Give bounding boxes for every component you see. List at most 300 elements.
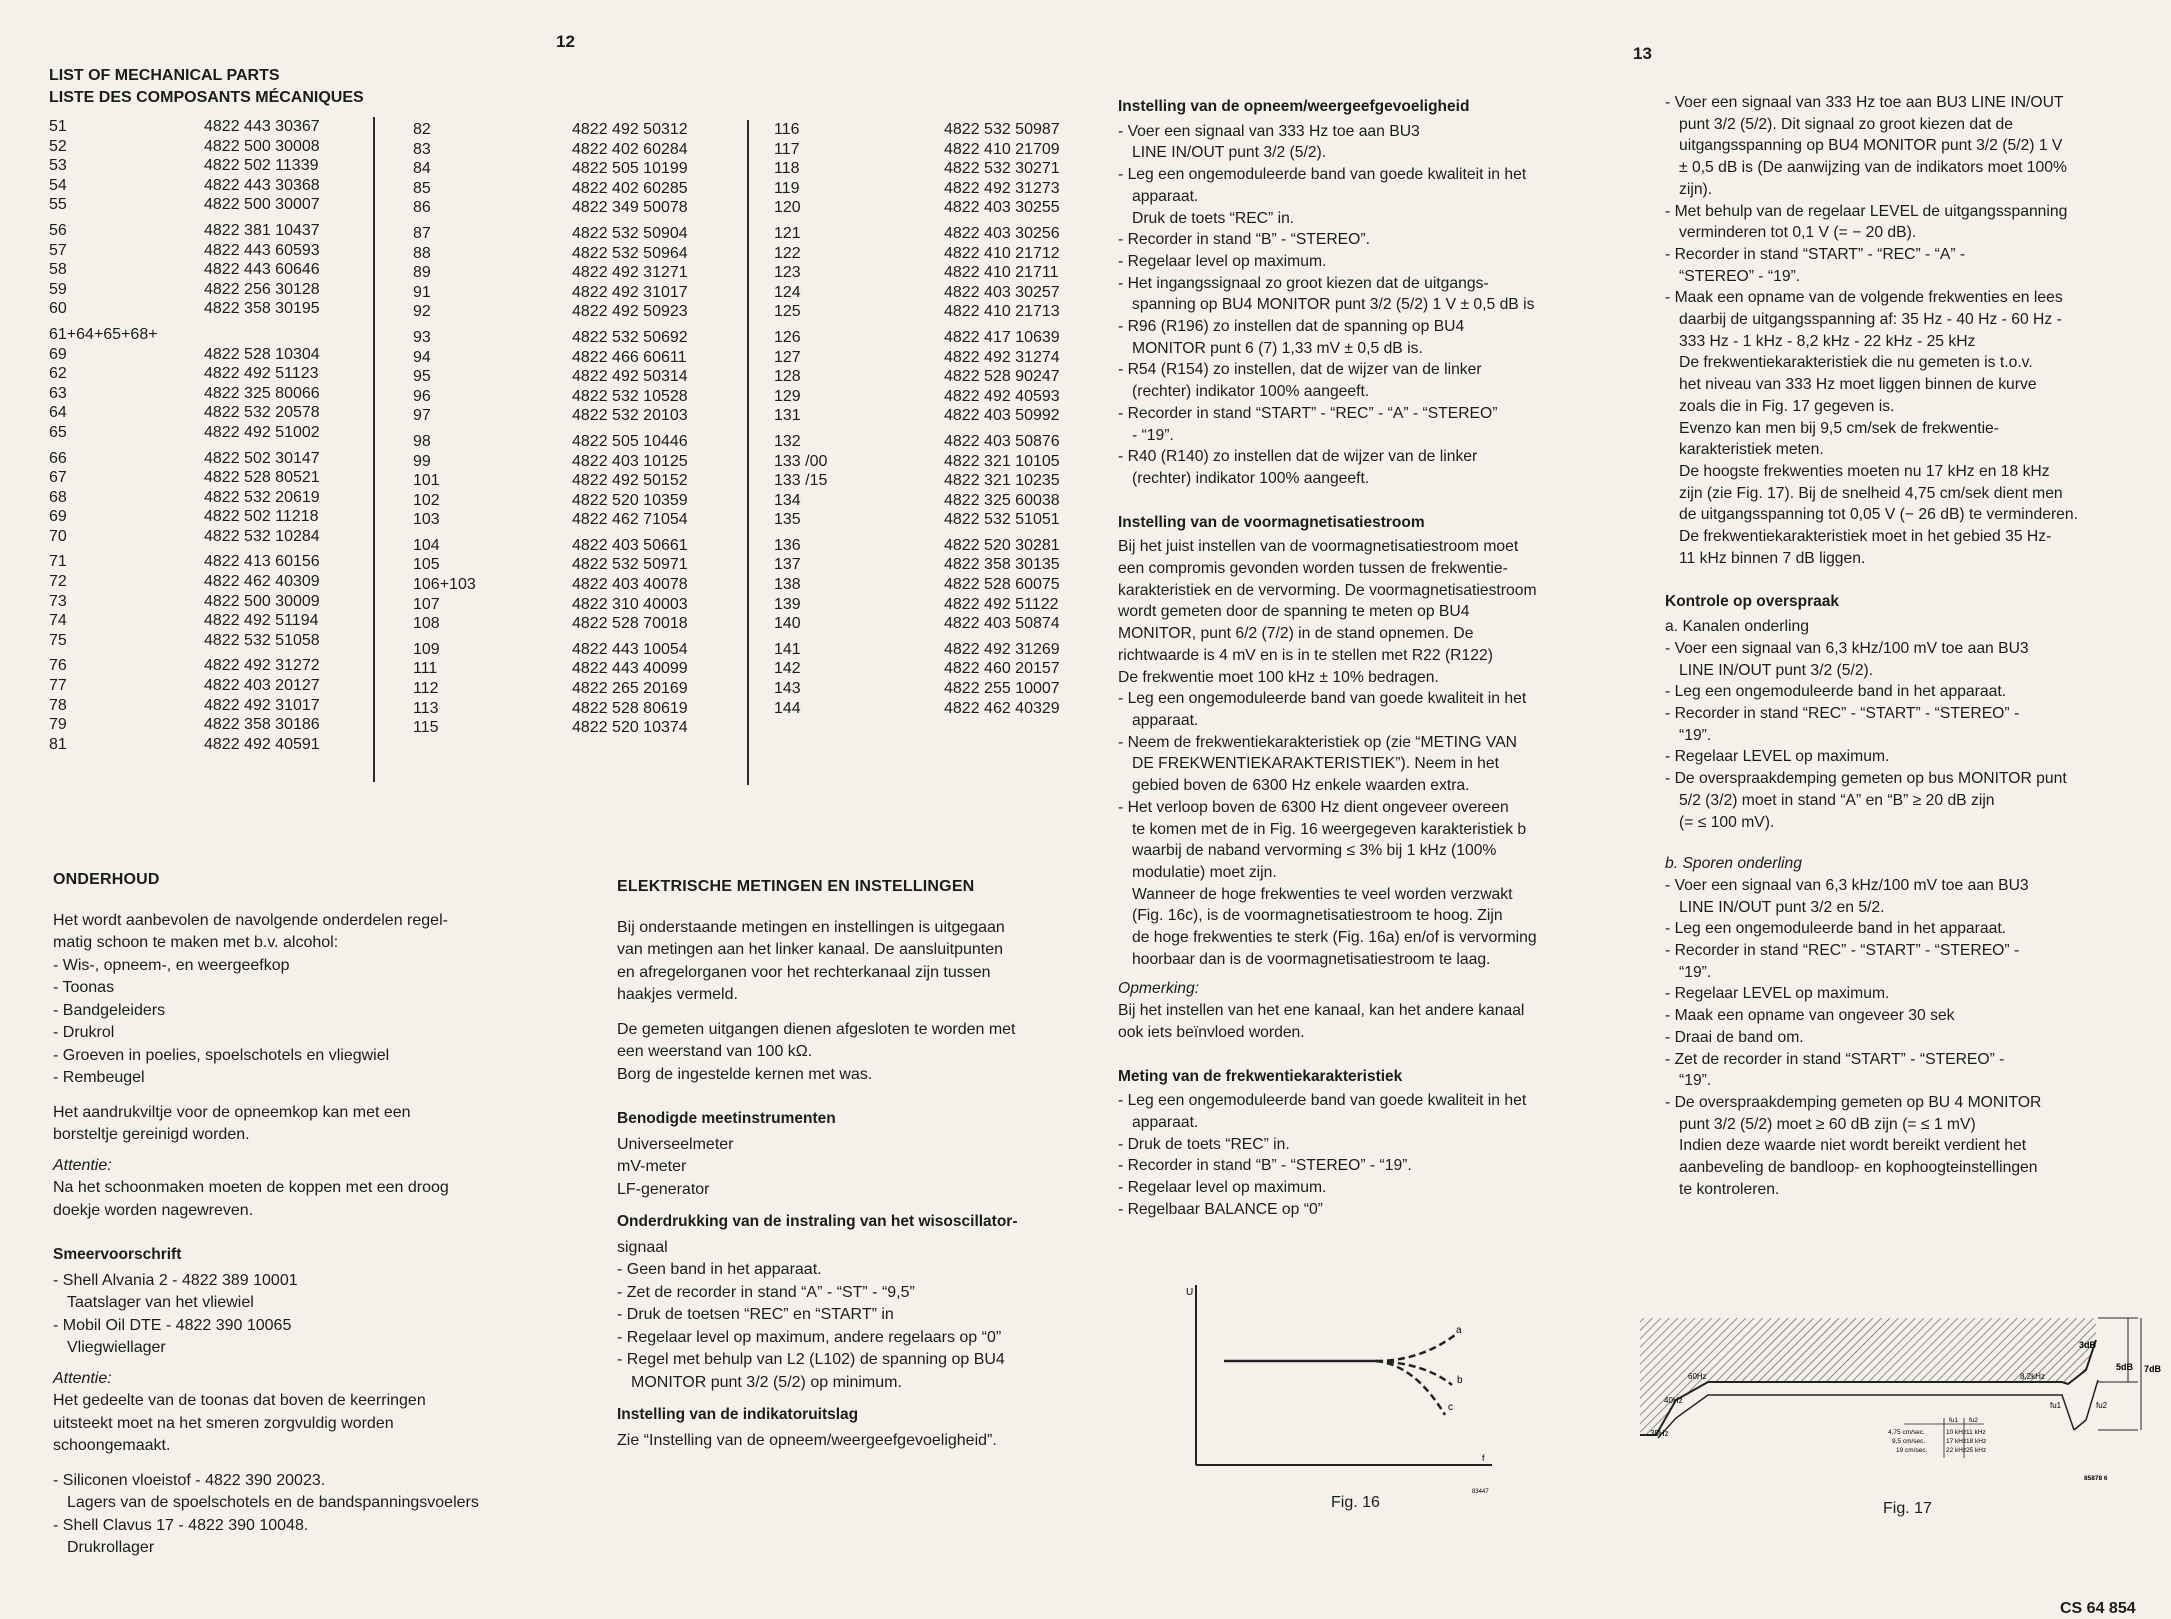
list-item: - Drukrol [53,1024,115,1041]
text-line: De frekwentiekarakteristiek die nu gemeten is t.o.v. [1679,354,2033,372]
part-code: 4822 403 50661 [572,536,688,554]
parts-row [774,699,1114,719]
parts-row [414,718,754,738]
part-position: 122 [774,244,801,262]
text-line: Lagers van de spoelschotels en de bandspanningsvoelers [67,1494,479,1511]
part-code: 4822 256 30128 [204,280,320,298]
text-line: schoongemaakt. [53,1437,171,1454]
text-line: en afregelorganen voor het rechterkanaal zijn tussen [617,963,991,981]
part-code: 4822 358 30135 [944,556,1060,574]
part-code: 4822 492 40593 [944,387,1060,405]
parts-row [414,614,754,634]
part-code: 4822 492 51002 [204,423,320,441]
parts-row [49,552,369,572]
part-position: 61+64+65+68+ [49,325,158,343]
text-line: ook iets beïnvloed worden. [1118,1023,1305,1041]
part-code: 4822 460 20157 [944,660,1060,678]
list-item: - Recorder in stand “START” - “REC” - “A” - [1665,245,1966,263]
part-code: 4822 325 60038 [944,491,1060,509]
part-position: 93 [413,328,431,346]
list-item: - Het ingangssignaal zo groot kiezen dat de uitgangs- [1118,274,1489,292]
text-line: Evenzo kan men bij 9,5 cm/sek de frekwentie- [1679,419,2000,437]
parts-row [49,696,369,716]
parts-row [414,699,754,719]
fig16-graph [1180,1265,1540,1505]
parts-row [414,471,754,491]
list-item: - Zet de recorder in stand “A” - “ST” - “9,5” [617,1283,915,1301]
part-code: 4822 492 40591 [204,735,320,753]
parts-row [774,244,1114,264]
list-item: - Geen band in het apparaat. [617,1261,822,1278]
parts-row [414,387,754,407]
part-code: 4822 403 50992 [944,407,1060,425]
part-code: 4822 321 10235 [944,472,1060,490]
part-position: 140 [774,615,801,633]
parts-row [774,659,1114,679]
part-code: 4822 413 60156 [204,553,320,571]
parts-row [49,176,369,196]
part-code: 4822 321 10105 [944,452,1060,470]
part-code: 4822 402 60284 [572,140,688,158]
svg-text:22 kHz: 22 kHz [1946,1447,1967,1454]
part-code: 4822 443 60593 [204,241,320,259]
text-line: Na het schoonmaken moeten de koppen met een droog [53,1179,449,1196]
fig16-code: 83447 [1472,1489,1489,1495]
text-line: De frekwentiekarakteristiek moet in het gebied 35 Hz- [1679,528,2052,546]
parts-row [49,676,369,696]
part-code: 4822 528 70018 [572,615,688,633]
text-line: De hoogste frekwenties moeten nu 17 kHz en 18 kHz [1679,462,2050,480]
text-line: wordt gemeten door de spanning te meten op BU4 [1118,603,1470,621]
text-line: spanning op BU4 MONITOR punt 3/2 (5/2) 1 V ± 0,5 dB is [1132,296,1535,314]
subsection-heading: Benodigde meetinstrumenten [617,1110,836,1127]
parts-row [414,159,754,179]
text-line: 5/2 (3/2) moet in stand “A” en “B” ≥ 20 dB zijn [1679,791,1995,809]
part-position: 53 [49,157,67,175]
list-item: - Rembeugel [53,1069,145,1086]
text-line: verminderen tot 0,1 V (= − 20 dB). [1679,224,1917,242]
parts-row [414,555,754,575]
part-code: 4822 403 50876 [944,432,1060,450]
part-position: 132 [774,432,801,450]
part-code: 4822 466 60611 [572,348,687,366]
text-line: borsteltje gereinigd worden. [53,1126,250,1143]
note-heading: Attentie: [53,1156,112,1174]
maintenance-section [53,869,563,1560]
text-line: LINE IN/OUT punt 3/2 (5/2). [1132,144,1327,162]
text-line: daarbij de uitgangsspanning af: 35 Hz - 40 Hz - 60 Hz - [1679,311,2062,329]
list-item: - Maak een opname van ongeveer 30 sek [1665,1007,1955,1025]
parts-row [49,384,369,404]
part-code: 4822 532 20103 [572,407,688,425]
part-code: 4822 403 10125 [572,452,688,470]
text-line: signaal [617,1238,668,1256]
text-line: a. Kanalen onderling [1665,618,1809,636]
parts-row [774,328,1114,348]
text-line: mV-meter [617,1158,687,1175]
part-code: 4822 255 10007 [944,680,1060,698]
text-line: Het gedeelte van de toonas dat boven de keerringen [53,1392,426,1409]
parts-row [414,679,754,699]
text-line: matig schoon te maken met b.v. alcohol: [53,934,339,951]
parts-row [774,348,1114,368]
fig16-c-label: c [1448,1402,1453,1413]
fig17-35hz: 35Hz [1650,1429,1669,1438]
part-position: 94 [413,348,431,366]
fig16-curve-b [1376,1361,1452,1385]
part-code: 4822 528 90247 [944,368,1060,386]
part-code: 4822 532 51058 [204,631,320,649]
parts-row [774,159,1114,179]
list-item: - Siliconen vloeistof - 4822 390 20023. [53,1471,326,1489]
list-item: - Recorder in stand “B” - “STEREO”. [1118,231,1370,249]
svg-text:18 kHz: 18 kHz [1966,1438,1987,1445]
part-code: 4822 403 30256 [944,224,1060,242]
list-item: - Neem de frekwentiekarakteristiek op (zie “METING VAN [1118,733,1517,751]
subsection-heading: Instelling van de voormagnetisatiestroom [1118,513,1425,531]
note-heading: Opmerking: [1118,980,1200,998]
part-code: 4822 520 30281 [944,536,1060,554]
list-item: - Voer een signaal van 6,3 kHz/100 mV toe aan BU3 [1665,639,2029,657]
text-line: doekje worden nagewreven. [53,1201,254,1219]
list-item: - R54 (R154) zo instellen, dat de wijzer van de linker [1118,361,1482,379]
text-line: te kontroleren. [1679,1180,1780,1198]
part-position: 138 [774,576,801,594]
part-position: 135 [774,511,801,529]
part-position: 129 [774,387,801,405]
part-code: 4822 532 10284 [204,527,320,545]
parts-row [49,468,369,488]
part-position: 99 [413,452,431,470]
text-line: de hoge frekwenties te sterk (Fig. 16a) en/of is vervorming [1132,929,1537,947]
part-position: 71 [49,553,67,571]
parts-column-2 [414,120,754,738]
fig17-60hz: 60Hz [1688,1372,1707,1381]
parts-row [774,120,1114,140]
part-position: 72 [49,573,67,591]
parts-heading [49,65,364,109]
part-code: 4822 381 10437 [204,221,320,239]
part-code: 4822 502 30147 [204,449,320,467]
parts-row [414,224,754,244]
text-line: Bij onderstaande metingen en instellingen is uitgegaan [617,918,1005,936]
part-code: 4822 403 50874 [944,615,1060,633]
parts-row [774,224,1114,244]
list-item: - Voer een signaal van 333 Hz toe aan BU3 [1118,122,1420,140]
part-position: 121 [774,224,801,242]
part-position: 70 [49,527,67,545]
part-code: 4822 532 50971 [572,556,688,574]
parts-row [414,575,754,595]
subsection-heading: Meting van de frekwentiekarakteristiek [1118,1067,1403,1085]
list-item: - De overspraakdemping gemeten op bus MONITOR punt [1665,770,2067,788]
part-position: 84 [413,160,431,178]
parts-row [414,406,754,426]
text-line: karakteristiek meten. [1679,441,1824,459]
part-code: 4822 265 20169 [572,680,688,698]
part-code: 4822 528 80521 [204,469,320,487]
part-code: 4822 532 50987 [944,121,1060,138]
part-code: 4822 492 31274 [944,348,1060,366]
list-item: - Regelaar level op maximum. [1118,1179,1327,1197]
list-item: - Leg een ongemoduleerde band in het apparaat. [1665,683,2007,701]
part-code: 4822 502 11218 [204,508,319,526]
list-item: - Groeven in poelies, spoelschotels en vliegwiel [53,1046,390,1064]
parts-row [49,592,369,612]
parts-row [414,283,754,303]
part-position: 133 /00 [774,452,828,470]
text-line: De gemeten uitgangen dienen afgesloten te worden met [617,1020,1016,1038]
part-position: 79 [49,716,67,734]
part-code: 4822 520 10359 [572,491,688,509]
part-position: 89 [413,264,431,282]
part-code: 4822 358 30195 [204,300,320,318]
part-position: 73 [49,592,67,610]
parts-row [774,432,1114,452]
parts-row [774,179,1114,199]
parts-row [774,367,1114,387]
text-line: haakjes vermeld. [617,986,738,1003]
list-item: - Regelaar LEVEL op maximum. [1665,748,1890,766]
text-line: apparaat. [1132,711,1199,729]
text-line: het niveau van 333 Hz moet liggen binnen de kurve [1679,376,2037,394]
text-line: uitsteekt moet na het smeren zorgvuldig worden [53,1414,394,1432]
part-position: 91 [413,283,431,301]
text-line: hoorbaar dan is de voormagnetisatiestroom te laag. [1132,950,1491,968]
parts-row [774,406,1114,426]
part-position: 118 [774,160,800,178]
parts-row [49,221,369,241]
parts-row [414,367,754,387]
part-code: 4822 528 80619 [572,699,688,717]
parts-row [414,640,754,660]
parts-row [774,283,1114,303]
text-line: uitgangsspanning op BU4 MONITOR punt 3/2 (5/2) 1 V [1679,137,2063,155]
parts-row [414,452,754,472]
text-line: DE FREKWENTIEKARAKTERISTIEK”). Neem in het [1132,755,1499,773]
fig17-lower-limit [1658,1395,2074,1438]
page-number-left: 12 [556,32,575,51]
part-code: 4822 492 51194 [204,612,319,630]
electrical-measurements-section [617,876,1087,1452]
parts-row [49,325,369,345]
list-item: - Wis-, opneem-, en weergeefkop [53,956,290,974]
list-item: - Leg een ongemoduleerde band van goede kwaliteit in het [1118,690,1527,708]
list-item: - R96 (R196) zo instellen dat de spanning op BU4 [1118,318,1465,336]
list-item: - Voer een signaal van 333 Hz toe aan BU3 LINE IN/OUT [1665,94,2064,111]
parts-row [414,263,754,283]
fig16-caption: Fig. 16 [1331,1494,1380,1511]
fig16-b-label: b [1457,1375,1463,1386]
part-position: 112 [413,680,439,698]
text-line: MONITOR punt 3/2 (5/2) op minimum. [631,1373,902,1391]
part-code: 4822 532 50904 [572,224,688,242]
part-position: 51 [49,118,67,135]
part-position: 60 [49,300,67,318]
part-position: 78 [49,696,67,714]
part-position: 125 [774,303,801,321]
svg-text:4,75 cm/sec.: 4,75 cm/sec. [1888,1429,1925,1436]
text-line: apparaat. [1132,187,1199,205]
part-position: 123 [774,264,801,282]
part-code: 4822 492 50312 [572,121,688,138]
part-code: 4822 462 40329 [944,699,1060,717]
parts-row [414,302,754,322]
part-position: 58 [49,261,67,279]
fig16-f-label: f [1482,1453,1485,1463]
parts-row [49,156,369,176]
part-position: 107 [413,595,440,613]
part-code: 4822 403 40078 [572,576,688,594]
parts-row [49,195,369,215]
part-position: 116 [774,121,800,138]
part-code: 4822 492 31273 [944,179,1060,197]
part-code: 4822 500 30007 [204,196,320,214]
list-item: - Leg een ongemoduleerde band van goede kwaliteit in het [1118,166,1527,184]
parts-row [774,510,1114,530]
part-position: 101 [413,472,440,490]
section-heading: ONDERHOUD [53,871,160,888]
part-position: 81 [49,735,67,753]
text-line: Vliegwiellager [67,1339,166,1356]
fig17-3db: 3dB [2079,1340,2097,1350]
part-code: 4822 532 20619 [204,488,320,506]
part-position: 97 [413,407,431,425]
part-position: 75 [49,631,67,649]
part-code: 4822 358 30186 [204,716,320,734]
part-code: 4822 410 21712 [944,244,1060,262]
part-code: 4822 532 30271 [944,160,1060,178]
parts-row [774,536,1114,556]
fig16-curve-c [1376,1361,1445,1415]
parts-row [774,198,1114,218]
list-item: - Maak een opname van de volgende frekwenties en lees [1665,289,2063,307]
part-position: 95 [413,368,431,386]
part-position: 85 [413,179,431,197]
text-line: - “19”. [1132,426,1174,444]
section-heading: ELEKTRISCHE METINGEN EN INSTELLINGEN [617,878,975,895]
part-code: 4822 520 10374 [572,719,688,737]
parts-row [774,140,1114,160]
text-line: (Fig. 16c), is de voormagnetisatiestroom te hoog. Zijn [1132,907,1503,925]
note-heading: Attentie: [53,1369,112,1387]
part-code: 4822 532 10528 [572,387,688,405]
list-item: - Leg een ongemoduleerde band in het apparaat. [1665,920,2007,938]
part-code: 4822 462 40309 [204,573,320,591]
part-position: 124 [774,283,801,301]
parts-row [49,241,369,261]
svg-text:11 kHz: 11 kHz [1966,1429,1986,1436]
list-item: - Regelaar level op maximum. [1118,252,1327,270]
parts-row [414,244,754,264]
part-position: 105 [413,556,440,574]
list-item: - Voer een signaal van 6,3 kHz/100 mV toe aan BU3 [1665,876,2029,894]
part-code: 4822 532 50692 [572,328,688,346]
part-position: 63 [49,384,67,402]
part-position: 56 [49,221,67,239]
parts-column-3 [774,120,1114,718]
part-code: 4822 462 71054 [572,511,688,529]
text-line: LINE IN/OUT punt 3/2 en 5/2. [1679,898,1885,916]
part-code: 4822 403 20127 [204,677,320,695]
part-position: 92 [413,303,431,321]
text-line: zijn). [1679,180,1713,198]
text-line: aanbeveling de bandloop- en kophoogteinstellingen [1679,1159,2038,1177]
parts-row [774,679,1114,699]
part-position: 104 [413,536,440,554]
fig16-u-label: U [1186,1287,1194,1298]
list-item: - Bandgeleiders [53,1001,166,1019]
part-code: 4822 505 10199 [572,160,688,178]
parts-row [414,510,754,530]
fig17-40hz: 40Hz [1664,1396,1683,1405]
list-item: - Regelaar LEVEL op maximum. [1665,985,1890,1003]
list-item: - Het verloop boven de 6300 Hz dient ongeveer overeen [1118,798,1509,816]
text-line: (= ≤ 100 mV). [1679,813,1775,831]
part-position: 69 [49,508,67,526]
text-line: “19”. [1679,726,1712,744]
parts-row [414,491,754,511]
parts-row [49,507,369,527]
fig17-graph [1636,1300,2162,1500]
part-code: 4822 402 60285 [572,179,688,197]
part-position: 128 [774,368,801,386]
text-line: punt 3/2 (5/2). Dit signaal zo groot kiezen dat de [1679,115,2013,133]
part-code: 4822 403 30257 [944,283,1060,301]
part-position: 131 [774,407,801,425]
part-code: 4822 492 50152 [572,472,688,490]
fig16-a-label: a [1456,1325,1462,1336]
list-item: - Zet de recorder in stand “START” - “STEREO” - [1665,1050,2005,1068]
text-line: Wanneer de hoge frekwenties te veel worden verzwakt [1132,885,1513,903]
part-position: 109 [413,640,440,658]
parts-row [49,117,369,137]
part-position: 54 [49,176,67,194]
list-item: - Druk de toets “REC” in. [1118,1135,1290,1153]
subsection-heading: Instelling van de indikatoruitslag [617,1406,859,1423]
part-position: 86 [413,199,431,217]
part-code: 4822 443 60646 [204,261,320,279]
part-code: 4822 349 50078 [572,199,688,217]
parts-row [414,140,754,160]
list-item: - Toonas [53,979,115,996]
part-code: 4822 492 31269 [944,640,1060,658]
svg-text:9,5 cm/sec.: 9,5 cm/sec. [1892,1438,1926,1445]
part-position: 134 [774,491,801,509]
parts-row [49,299,369,319]
fig17-code: 85878 6 [2084,1475,2108,1482]
parts-row [49,345,369,365]
text-line: 11 kHz binnen 7 dB liggen. [1679,549,1866,567]
part-position: 120 [774,199,801,217]
list-item: - Recorder in stand “REC” - “START” - “STEREO” - [1665,942,2020,960]
svg-text:10 kHz: 10 kHz [1946,1429,1967,1436]
text-line: karakteristiek en de vervorming. De voormagnetisatiestroom [1118,581,1537,599]
part-position: 136 [774,536,801,554]
parts-row [774,555,1114,575]
parts-column-1 [49,117,369,754]
text-line: Druk de toets “REC” in. [1132,209,1295,227]
part-code: 4822 443 30368 [204,176,320,194]
part-position: 115 [413,719,439,737]
parts-row [49,449,369,469]
part-code: 4822 492 31272 [204,657,320,675]
part-position: 142 [774,660,801,678]
text-line: MONITOR, punt 6/2 (7/2) in de stand opnemen. De [1118,625,1474,643]
part-code: 4822 410 21711 [944,264,1059,282]
part-position: 127 [774,348,801,366]
text-line: een weerstand van 100 kΩ. [617,1043,813,1060]
